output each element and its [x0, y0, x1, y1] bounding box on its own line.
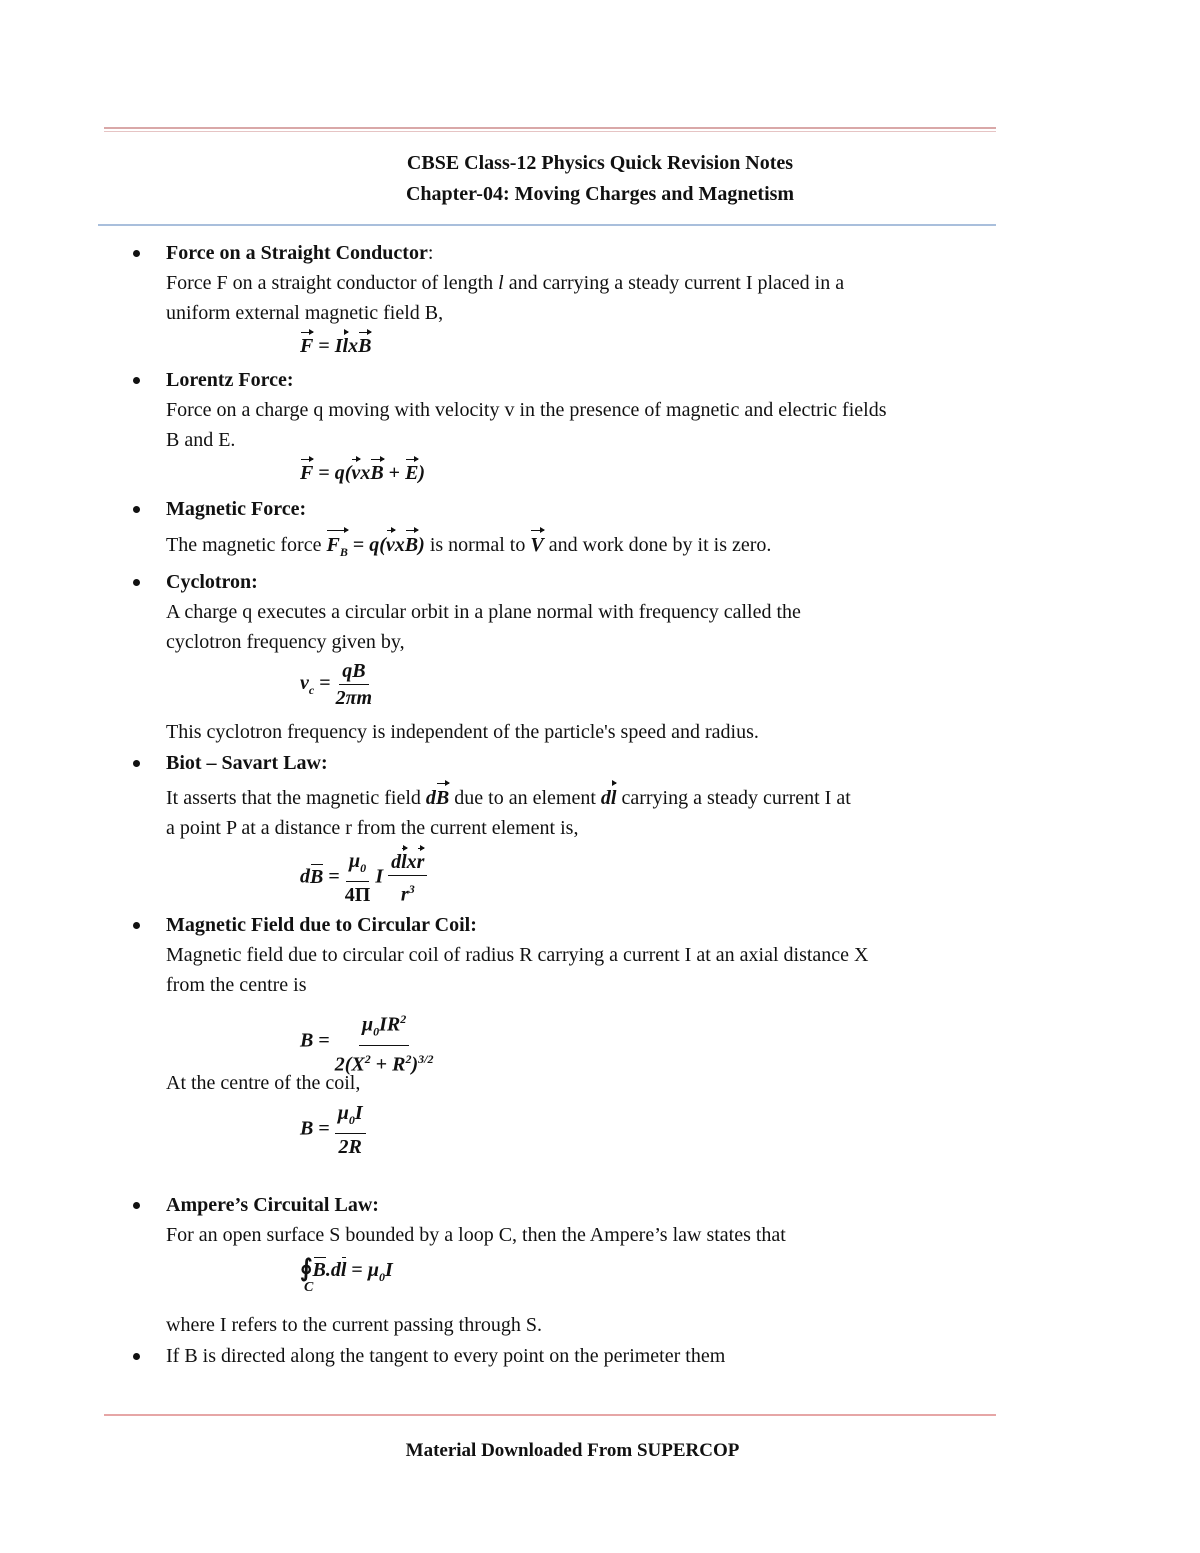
page-header [100, 148, 1100, 210]
circular-coil-text-3: At the centre of the coil, [166, 1072, 361, 1094]
bullet [133, 922, 140, 929]
cyclotron-text-1: A charge q executes a circular orbit in a plane normal with frequency called the [166, 601, 801, 623]
bullet [133, 250, 140, 257]
equation-coil-axial: B = $\frac{\mu_0IR^2}{2(X^2 + R^2)^{3/2}}$ [300, 1008, 434, 1075]
section-title-straight-conductor: Force on a Straight Conductor: [166, 242, 434, 264]
section-title-ampere: Ampere’s Circuital Law: [166, 1194, 379, 1216]
circular-coil-text-2: from the centre is [166, 974, 307, 996]
cyclotron-text-2: cyclotron frequency given by, [166, 631, 405, 653]
straight-conductor-text-2: uniform external magnetic field B, [166, 302, 444, 324]
lorentz-text-2: B and E. [166, 429, 236, 451]
equation-magnetic-force: $F_B = q(vxB)$ [326, 534, 424, 556]
header-rule-top-thin [104, 131, 996, 132]
tangent-text: If B is directed along the tangent to every point on the perimeter them [166, 1345, 726, 1367]
biot-savart-text-1: It asserts that the magnetic field dB due to an element dl carrying a steady current I at [166, 787, 851, 809]
header-rule-bottom [98, 224, 996, 226]
section-title-magnetic-force: Magnetic Force: [166, 498, 307, 520]
magnetic-force-text: The magnetic force $F_B = q(vxB)$ is normal to V and work done by it is zero. [166, 533, 771, 564]
bullet [133, 760, 140, 767]
equation-ampere: ∮ C $B.dl = \mu_0I$ [300, 1256, 393, 1295]
equation-lorentz: F = q(vxB + E) [300, 462, 426, 484]
section-title-biot-savart: Biot – Savart Law: [166, 752, 328, 774]
straight-conductor-text-1: Force F on a straight conductor of length l and carrying a steady current I placed in a [166, 272, 845, 294]
equation-coil-centre: B = $\frac{\mu_0I}{2R}$ [300, 1102, 366, 1158]
header-rule-top [104, 127, 996, 129]
bullet [133, 1353, 140, 1360]
footer-rule [104, 1414, 996, 1416]
equation-force-conductor: F = IlxB [300, 335, 372, 357]
cyclotron-text-3: This cyclotron frequency is independent of the particle's speed and radius. [166, 721, 759, 743]
ampere-text-2: where I refers to the current passing through S. [166, 1314, 542, 1336]
ampere-text-1: For an open surface S bounded by a loop C, then the Ampere’s law states that [166, 1224, 786, 1246]
section-title-cyclotron: Cyclotron: [166, 571, 258, 593]
equation-cyclotron-frequency: $\nu_c$ = $\frac{qB}{2\pi m}$ [300, 660, 373, 709]
bullet [133, 1202, 140, 1209]
bullet [133, 377, 140, 384]
lorentz-text-1: Force on a charge q moving with velocity v in the presence of magnetic and electric fields [166, 399, 887, 421]
circular-coil-text-1: Magnetic field due to circular coil of radius R carrying a current I at an axial distance X [166, 944, 869, 966]
header-title: CBSE Class-12 Physics Quick Revision Notes [406, 152, 794, 174]
biot-savart-text-2: a point P at a distance r from the current element is, [166, 817, 579, 839]
section-title-circular-coil: Magnetic Field due to Circular Coil: [166, 914, 477, 936]
equation-biot-savart: dB = $\frac{\mu_0}{4\Pi}$ I $\frac{\text{dlxr}}{r^3}$ [300, 850, 427, 906]
section-title-lorentz: Lorentz Force: [166, 369, 294, 391]
bullet [133, 579, 140, 586]
bullet [133, 506, 140, 513]
header-chapter: Chapter-04: Moving Charges and Magnetism [405, 183, 795, 205]
footer-text: Material Downloaded From SUPERCOP [405, 1440, 740, 1461]
